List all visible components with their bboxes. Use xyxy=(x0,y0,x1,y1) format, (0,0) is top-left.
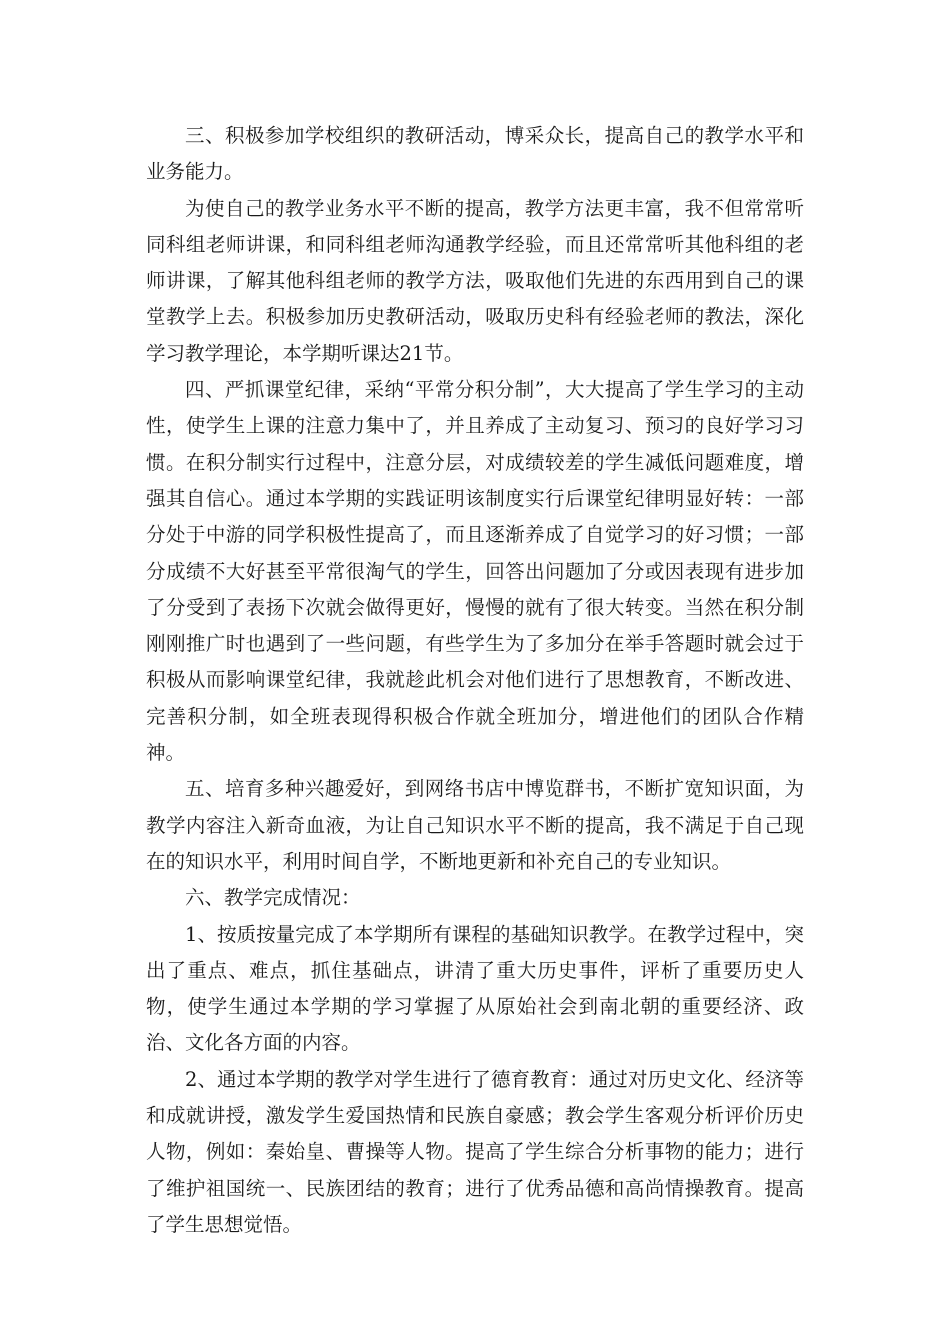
paragraph-teaching-improvement: 为使自己的教学业务水平不断的提高，教学方法更丰富，我不但常常听同科组老师讲课，和同科组老师沟通教学经验，而且还常常听其他科组的老师讲课，了解其他科组老师的教学方法，吸取他们先进的东西用到自己的课堂教学上去。积极参加历史教研活动，吸取历史科有经验老师的教法，深化学习教学理论，本学期听课达21节。 xyxy=(146,196,804,365)
paragraph-section-six-heading: 六、教学完成情况： xyxy=(185,886,361,910)
paragraph-section-three: 三、积极参加学校组织的教研活动，博采众长，提高自己的教学水平和业务能力。 xyxy=(146,124,804,184)
document-page xyxy=(146,118,804,1243)
paragraph-item-one: 1、按质按量完成了本学期所有课程的基础知识教学。在教学过程中，突出了重点、难点，抓住基础点，讲清了重大历史事件，评析了重要历史人物，使学生通过本学期的学习掌握了从原始社会到南北朝的重要经济、政治、文化各方面的内容。 xyxy=(146,922,804,1055)
paragraph-item-two: 2、通过本学期的教学对学生进行了德育教育：通过对历史文化、经济等和成就讲授，激发学生爱国热情和民族自豪感；教会学生客观分析评价历史人物，例如：秦始皇、曹操等人物。提高了学生综合分析事物的能力；进行了维护祖国统一、民族团结的教育；进行了优秀品德和高尚情操教育。提高了学生思想觉悟。 xyxy=(146,1067,804,1236)
paragraph-section-five: 五、培育多种兴趣爱好，到网络书店中博览群书，不断扩宽知识面，为教学内容注入新奇血液，为让自己知识水平不断的提高，我不满足于自己现在的知识水平，利用时间自学，不断地更新和补充自己的专业知识。 xyxy=(146,777,804,873)
paragraph-section-four: 四、严抓课堂纪律，采纳“平常分积分制”，大大提高了学生学习的主动性，使学生上课的注意力集中了，并且养成了主动复习、预习的良好学习习惯。在积分制实行过程中，注意分层，对成绩较差的学生减低问题难度，增强其自信心。通过本学期的实践证明该制度实行后课堂纪律明显好转：一部分处于中游的同学积极性提高了，而且逐渐养成了自觉学习的好习惯；一部分成绩不大好甚至平常很淘气的学生，回答出问题加了分或因表现有进步加了分受到了表扬下次就会做得更好，慢慢的就有了很大转变。当然在积分制刚刚推广时也遇到了一些问题，有些学生为了多加分在举手答题时就会过于积极从而影响课堂纪律，我就趁此机会对他们进行了思想教育，不断改进、完善积分制，如全班表现得积极合作就全班加分，增进他们的团队合作精神。 xyxy=(146,378,804,765)
